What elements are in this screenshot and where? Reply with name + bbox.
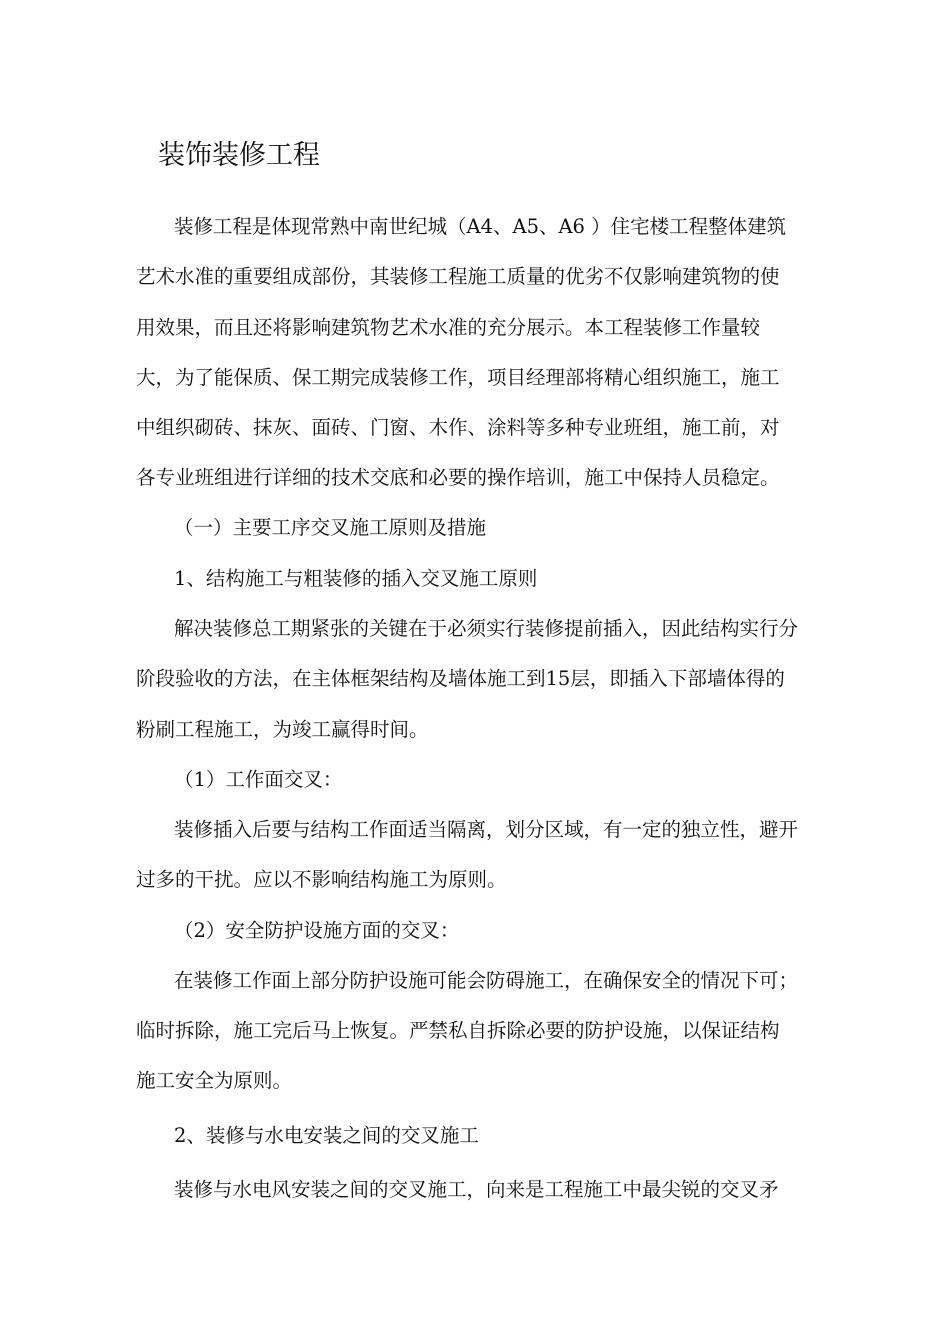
paragraph-line: 中组织砌砖、抹灰、面砖、门窗、木作、涂料等多种专业班组，施工前，对 xyxy=(136,416,780,439)
paragraph-line: 用效果，而且还将影响建筑物艺术水准的充分展示。本工程装修工作量较 xyxy=(136,316,761,339)
paragraph-line: 解决装修总工期紧张的关键在于必须实行装修提前插入，因此结构实行分 xyxy=(174,617,799,640)
paragraph-line: 装修工程是体现常熟中南世纪城（A4、A5、A6 ）住宅楼工程整体建筑 xyxy=(174,215,787,238)
paragraph-line: 艺术水准的重要组成部份，其装修工程施工质量的优劣不仅影响建筑物的使 xyxy=(136,265,780,288)
paragraph-line: 装修插入后要与结构工作面适当隔离，划分区域，有一定的独立性，避开 xyxy=(174,818,799,841)
document-title: 装饰装修工程 xyxy=(158,140,320,171)
paragraph-line: 各专业班组进行详细的技术交底和必要的操作培训，施工中保持人员稳定。 xyxy=(136,466,780,489)
paragraph-line: 过多的干扰。应以不影响结构施工为原则。 xyxy=(136,868,507,891)
paragraph-line: 在装修工作面上部分防护设施可能会防碍施工，在确保安全的情况下可； xyxy=(174,969,799,992)
paragraph-line: 阶段验收的方法，在主体框架结构及墙体施工到15层，即插入下部墙体得的 xyxy=(136,667,785,690)
paragraph-line: 粉刷工程施工，为竣工赢得时间。 xyxy=(136,718,429,741)
item-heading: （2）安全防护设施方面的交叉： xyxy=(174,919,460,942)
subsection-heading: 1、结构施工与粗装修的插入交叉施工原则 xyxy=(174,567,538,590)
section-heading: （一）主要工序交叉施工原则及措施 xyxy=(174,516,487,539)
paragraph-line: 大，为了能保质、保工期完成装修工作，项目经理部将精心组织施工，施工 xyxy=(136,366,780,389)
paragraph-line: 临时拆除，施工完后马上恢复。严禁私自拆除必要的防护设施，以保证结构 xyxy=(136,1019,780,1042)
paragraph-line: 施工安全为原则。 xyxy=(136,1069,293,1092)
paragraph-line: 装修与水电风安装之间的交叉施工，向来是工程施工中最尖锐的交叉矛 xyxy=(174,1178,779,1201)
subsection-heading: 2、装修与水电安装之间的交叉施工 xyxy=(174,1124,479,1147)
item-heading: （1）工作面交叉： xyxy=(174,768,343,791)
